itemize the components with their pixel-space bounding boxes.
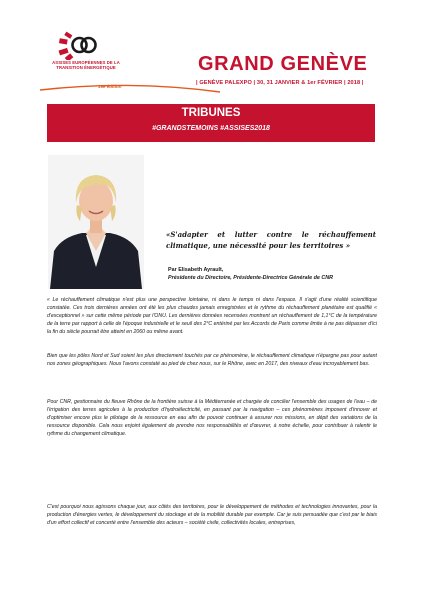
- pull-quote: «S'adapter et lutter contre le réchauffement climatique, une nécessité pour les territoires »: [166, 230, 376, 250]
- body-paragraph-2: Bien que les pôles Nord et Sud soient les plus directement touchés par ce phénomène, le réchauffement climatique n'épargne pas pour autant nos zones géographiques. Nous l'avons constaté au pied de chez nous, sur le Rhône, avec en 2017, des niveaux d'eau incroyablement bas.: [47, 353, 377, 368]
- body-paragraph-4: C'est pourquoi nous agissons chaque jour, aux côtés des territoires, pour le développement de méthodes et technologies innovantes, pour la production d'énergies vertes, le développement du stockage et de la mobilité durable par exemple. Car je suis persuadée que c'est par le biais d'un effort collectif et concerté entre l'ensemble des acteurs – société civile, collectivités locales, entreprises,: [47, 504, 377, 527]
- byline: [168, 266, 378, 282]
- event-dates: | GENÈVE PALEXPO | 30, 31 JANVIER & 1er FÉVRIER | 2018 |: [196, 80, 364, 86]
- header-swoosh-icon: [40, 74, 220, 96]
- body-paragraph-1: « Le réchauffement climatique n'est plus une perspective lointaine, ni dans le temps ni dans l'espace. Il s'agit d'une réalité scientifique constatée. Ces trois dernières années ont été les plus chaudes jamais enregistrées et le rythme du réchauffement planétaire est qualifié « d'exceptionnel » sur cette même période par l'ONU. Les dernières données recensées montrent un réchauffement de 1,1°C de la température de la terre par rapport à celle de l'époque industrielle et le seuil des 2°C entériné par les Accords de Paris comme limite à ne pas dépasser d'ici la fin du siècle pourrait être atteint en 2060 ou même avant.: [47, 297, 377, 336]
- title-band: [47, 104, 375, 142]
- brand-title: GRAND GENÈVE: [198, 53, 368, 75]
- edition-label: 19e édition: [98, 84, 122, 89]
- hashtags: #GRANDSTEMOINS #ASSISES2018: [152, 125, 270, 132]
- logo-text: ASSISES EUROPÉENNES DE LA TRANSITION ÉNERGÉTIQUE: [52, 60, 120, 70]
- author-name: Par Elisabeth Ayrault,: [168, 267, 224, 273]
- author-portrait: [48, 155, 144, 289]
- assises-logo-icon: [56, 30, 112, 60]
- body-paragraph-3: Pour CNR, gestionnaire du fleuve Rhône de la frontière suisse à la Méditerranée et chargée de concilier l'ensemble des usages de l'eau – de l'irrigation des terres agricoles à la production d'hydroélectricité, en passant par la navigation – ces phénomènes imposent d'innover et d'optimiser encore plus le pilotage de la ressource en eau afin de pouvoir continuer à assurer nos missions, en dépit des variations de la ressource disponible. Cela nous enjoint également de prendre nos responsabilités et d'œuvrer, à notre échelle, pour contribuer à ralentir le rythme du changement climatique.: [47, 399, 377, 438]
- page-title: TRIBUNES: [181, 107, 241, 119]
- author-role: Présidente du Directoire, Présidente-Directrice Générale de CNR: [168, 275, 334, 281]
